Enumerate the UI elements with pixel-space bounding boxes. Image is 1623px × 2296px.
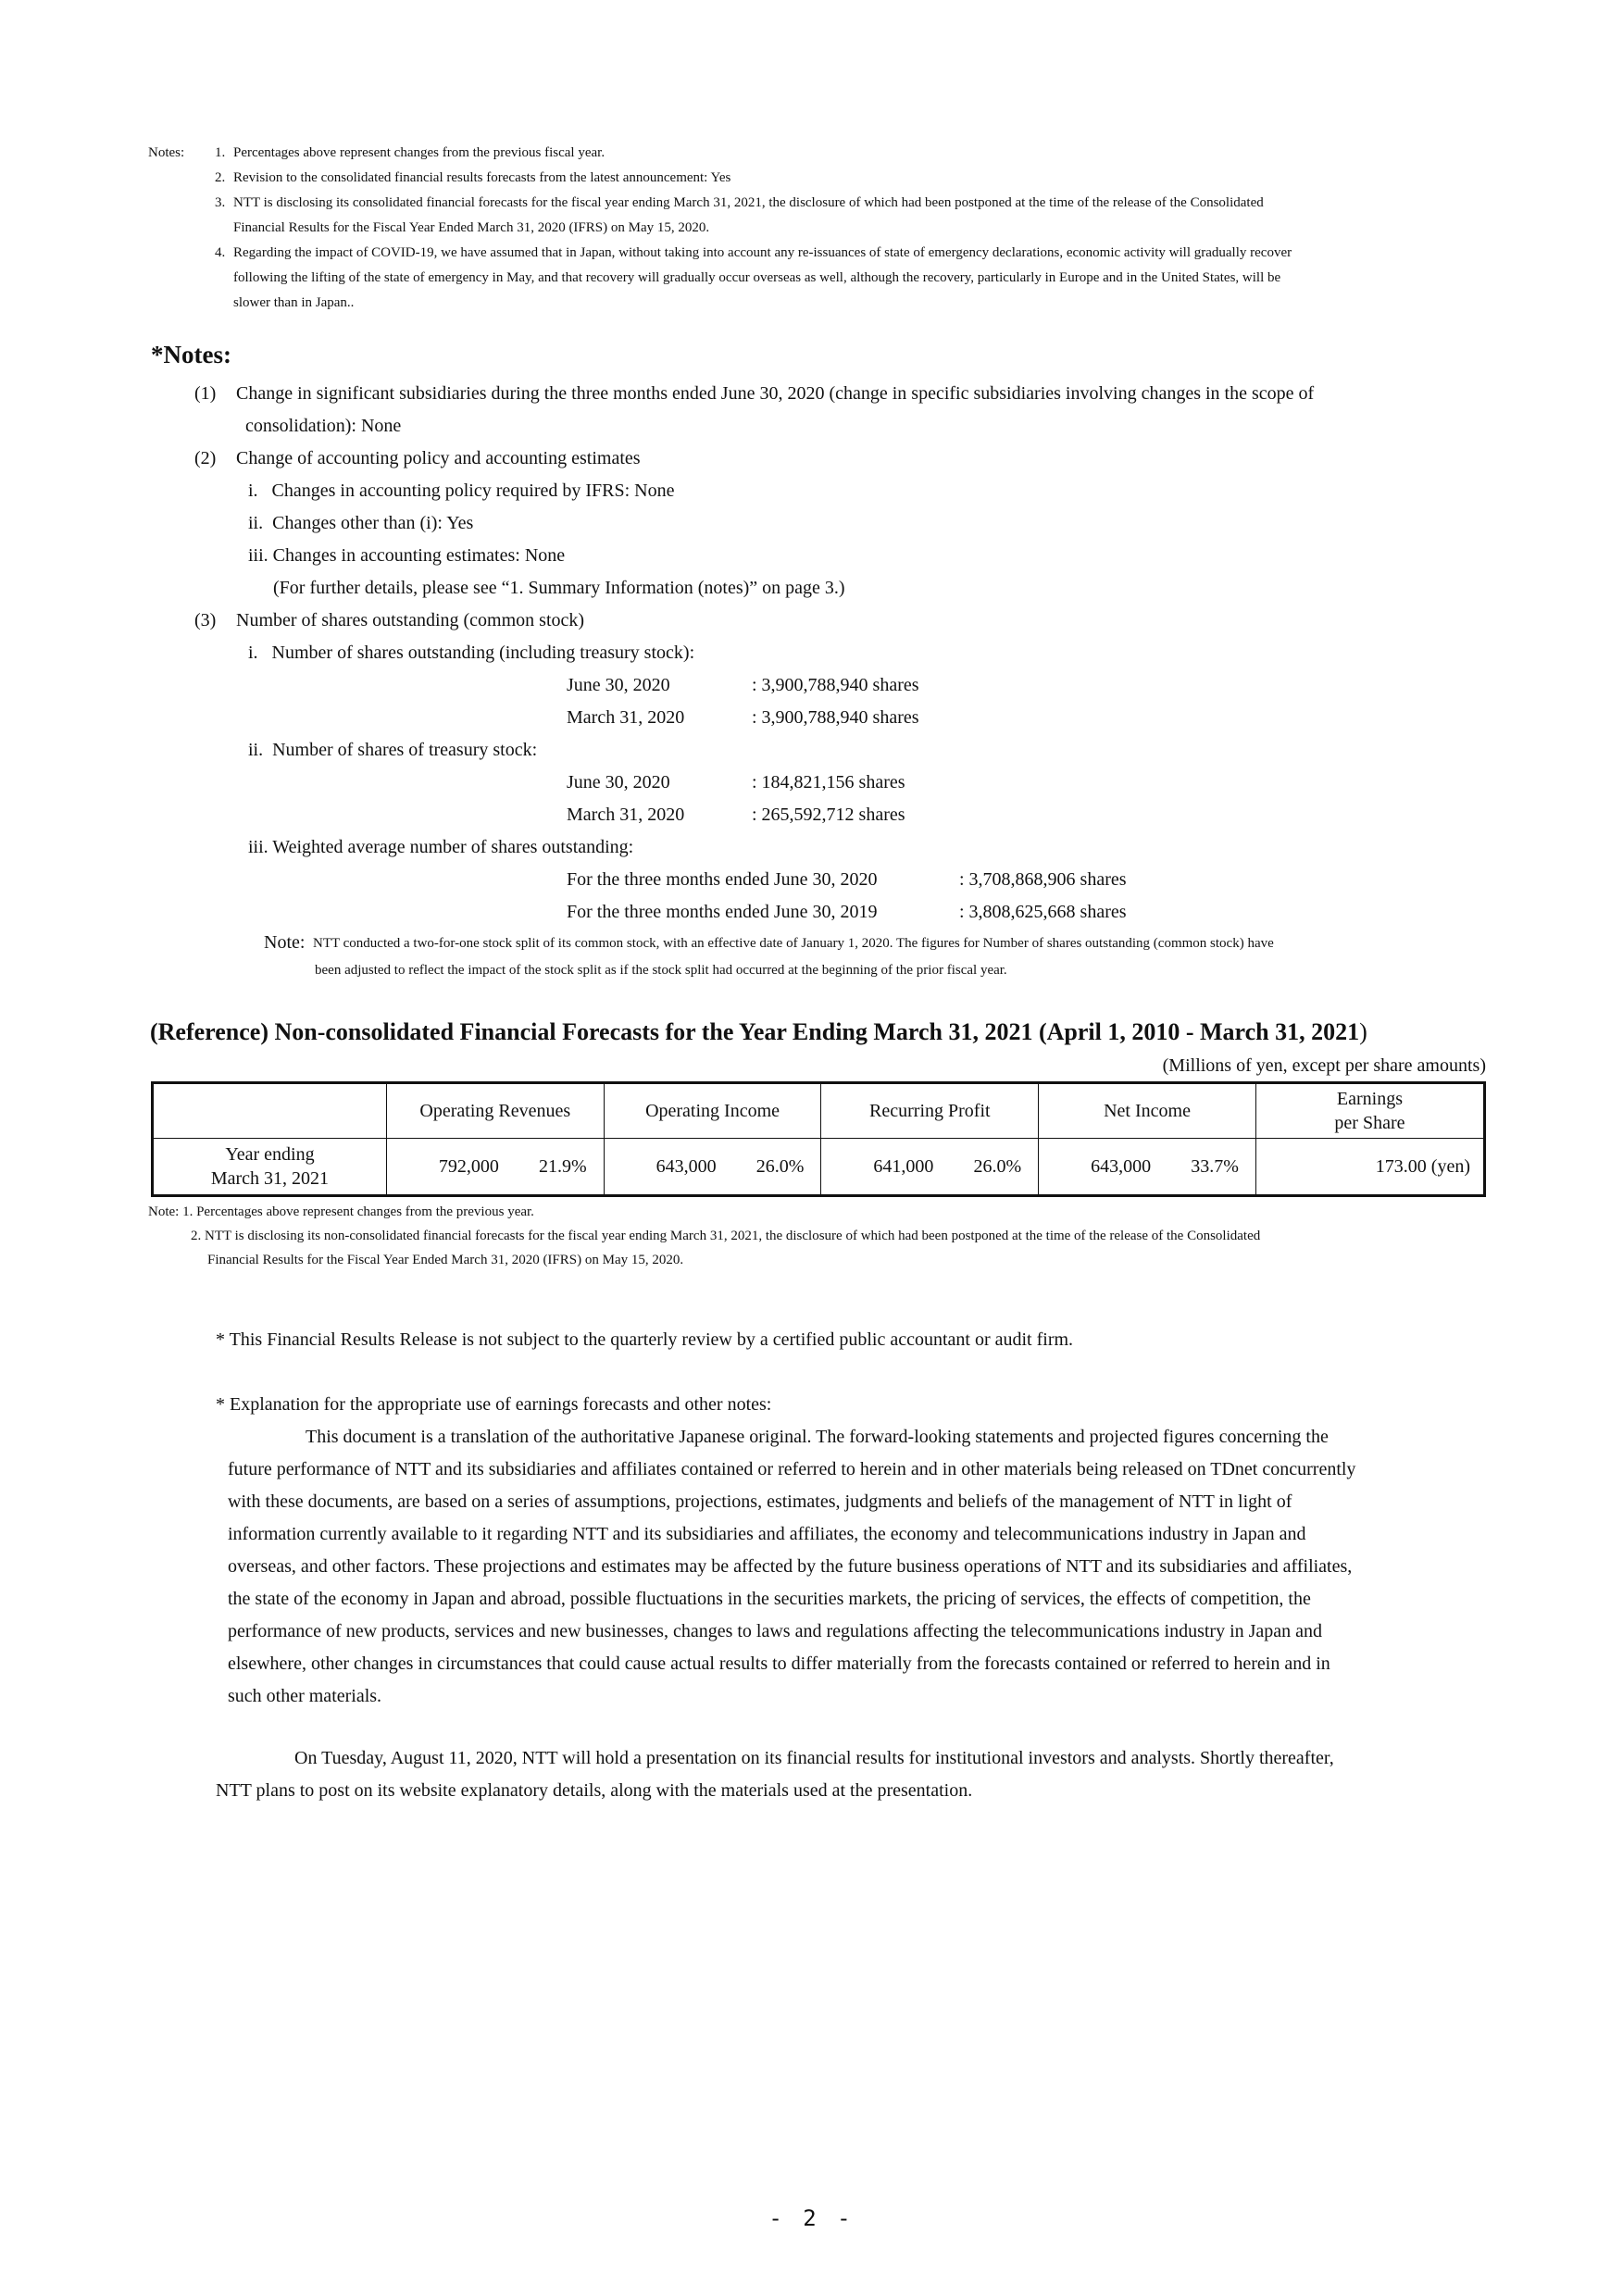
note-number: 2.	[215, 170, 226, 185]
forecast-data-row	[153, 1139, 1485, 1196]
net-income-cell	[1039, 1139, 1256, 1196]
notes-title: *Notes:	[151, 341, 231, 368]
explanation-line: overseas, and other factors. These projections and estimates may be affected by the future business operations of NTT and its subsidiaries and affiliates,	[228, 1556, 1353, 1577]
page-number: - 2 -	[768, 2205, 855, 2231]
amount: 643,000	[655, 1155, 717, 1177]
top-note-item	[215, 191, 1491, 216]
explanation-heading: * Explanation for the appropriate use of earnings forecasts and other notes:	[216, 1394, 772, 1415]
notes-subitem: ii. Changes other than (i): Yes	[248, 513, 474, 533]
operating-income-cell	[604, 1139, 821, 1196]
notes-subitem: iii. Weighted average number of shares outstanding:	[248, 837, 634, 857]
reference-title-tail: )	[1359, 1018, 1367, 1045]
notes-item-text: consolidation): None	[245, 416, 402, 436]
percent-change: 26.0%	[973, 1155, 1022, 1177]
top-note-continuation	[215, 266, 1491, 291]
header-operating-income: Operating Income	[604, 1083, 821, 1139]
amount: 643,000	[1091, 1155, 1152, 1177]
notes-item-heading: Change of accounting policy and accounting estimates	[236, 448, 641, 468]
notes-item-number: (3)	[194, 610, 217, 630]
note-text: Percentages above represent changes from the previous fiscal year.	[233, 145, 606, 160]
explanation-line: such other materials.	[228, 1686, 382, 1706]
top-note-item	[215, 166, 1491, 191]
note-text: Revision to the consolidated financial results forecasts from the latest announcement: Yes	[233, 170, 731, 185]
notes-subitem: i. Number of shares outstanding (including treasury stock):	[248, 643, 695, 663]
recurring-profit-cell	[821, 1139, 1039, 1196]
explanation-line: the state of the economy in Japan and abroad, possible fluctuations in the securities markets, the pricing of services, the effects of competition, the	[228, 1589, 1311, 1609]
notes-item-number: (1)	[194, 383, 217, 404]
note-text: Regarding the impact of COVID-19, we have assumed that in Japan, without taking into account any re-issuances of state of emergency declarations, economic activity will gradually recover	[233, 245, 1292, 260]
note-text: Financial Results for the Fiscal Year Ended March 31, 2020 (IFRS) on May 15, 2020.	[233, 220, 710, 235]
notes-subitem: ii. Number of shares of treasury stock:	[248, 740, 538, 760]
shares-value: : 3,900,788,940 shares	[752, 707, 919, 728]
explanation-line: with these documents, are based on a series of assumptions, projections, estimates, judgments and beliefs of the management of NTT in light of	[228, 1491, 1292, 1512]
notes-subitem: iii. Changes in accounting estimates: None	[248, 545, 566, 566]
amount: 641,000	[873, 1155, 934, 1177]
percent-change: 26.0%	[755, 1155, 805, 1177]
forecast-header-row	[153, 1083, 1485, 1139]
header-eps	[1255, 1083, 1484, 1139]
unit-label: (Millions of yen, except per share amounts)	[1162, 1055, 1486, 1076]
explanation-line: future performance of NTT and its subsidiaries and affiliates contained or referred to herein and in other materials being released on TDnet concurrently	[228, 1459, 1356, 1479]
stock-split-note: NTT conducted a two-for-one stock split of its common stock, with an effective date of January 1, 2020. The figures for Number of shares outstanding (common stock) have	[313, 936, 1274, 951]
row-label-line2: March 31, 2021	[210, 1168, 330, 1189]
amount: 792,000	[438, 1155, 499, 1177]
header-recurring-profit: Recurring Profit	[821, 1083, 1039, 1139]
row-label-line1: Year ending	[225, 1144, 315, 1165]
notes-reference: (For further details, please see “1. Summary Information (notes)” on page 3.)	[273, 578, 845, 598]
stock-split-note-label: Note:	[264, 932, 306, 953]
note-text: NTT is disclosing its consolidated financial forecasts for the fiscal year ending March 31, 2021, the disclosure of which had been postponed at the time of the release of the Consolidated	[233, 195, 1264, 210]
explanation-line: information currently available to it regarding NTT and its subsidiaries and affiliates, the economy and telecommunications industry in Japan and	[228, 1524, 1306, 1544]
note-number: 3.	[215, 195, 226, 210]
shares-date-label: June 30, 2020	[567, 675, 670, 695]
shares-value: : 184,821,156 shares	[752, 772, 905, 792]
notes-item-number: (2)	[194, 448, 217, 468]
forecast-table	[151, 1081, 1486, 1197]
percent-change: 33.7%	[1191, 1155, 1239, 1177]
header-operating-revenues: Operating Revenues	[386, 1083, 604, 1139]
notes-item-heading: Number of shares outstanding (common stock)	[236, 610, 585, 630]
shares-date-label: March 31, 2020	[567, 707, 685, 728]
reference-notes	[148, 1200, 1491, 1272]
eps-value: 173.00 (yen)	[1375, 1155, 1470, 1177]
note-text: following the lifting of the state of emergency in May, and that recovery will gradually occur overseas as well, although the recovery, particularly in Europe and in the United States, will be	[233, 270, 1281, 285]
reference-note: 2. NTT is disclosing its non-consolidated financial forecasts for the fiscal year ending March 31, 2021, the disclosure of which had been postponed at the time of the release of the Consolidated	[191, 1229, 1261, 1243]
shares-date-label: March 31, 2020	[567, 805, 685, 825]
shares-date-label: June 30, 2020	[567, 772, 670, 792]
explanation-line: elsewhere, other changes in circumstances that could cause actual results to differ materially from the forecasts contained or referred to herein and in	[228, 1653, 1330, 1674]
note-number: 1.	[215, 145, 226, 160]
top-notes	[148, 141, 1491, 316]
shares-period-label: For the three months ended June 30, 2019	[567, 902, 878, 922]
notes-subitem: i. Changes in accounting policy required by IFRS: None	[248, 480, 675, 501]
disclaimer: * This Financial Results Release is not subject to the quarterly review by a certified public accountant or audit firm.	[216, 1329, 1074, 1350]
shares-value: : 3,808,625,668 shares	[959, 902, 1127, 922]
shares-value: : 3,900,788,940 shares	[752, 675, 919, 695]
row-label	[153, 1139, 387, 1196]
operating-revenues-cell	[386, 1139, 604, 1196]
explanation-line: performance of new products, services and new businesses, changes to laws and regulations affecting the telecommunications industry in Japan and	[228, 1621, 1323, 1641]
top-note-item	[215, 241, 1491, 266]
top-notes-label: Notes:	[148, 145, 185, 160]
eps-cell	[1255, 1139, 1484, 1196]
shares-period-label: For the three months ended June 30, 2020	[567, 869, 878, 890]
stock-split-note: been adjusted to reflect the impact of the stock split as if the stock split had occurred at the beginning of the prior fiscal year.	[315, 963, 1007, 978]
percent-change: 21.9%	[539, 1155, 587, 1177]
reference-note: Financial Results for the Fiscal Year Ended March 31, 2020 (IFRS) on May 15, 2020.	[207, 1253, 684, 1267]
reference-note: Note: 1. Percentages above represent changes from the previous year.	[148, 1204, 534, 1219]
header-net-income: Net Income	[1039, 1083, 1256, 1139]
note-number: 4.	[215, 245, 226, 260]
notes-item-text: Change in significant subsidiaries during the three months ended June 30, 2020 (change in specific subsidiaries involving changes in the scope of	[236, 383, 1315, 404]
note-text: slower than in Japan..	[233, 295, 355, 310]
top-note-item	[215, 141, 1491, 166]
presentation-line: On Tuesday, August 11, 2020, NTT will hold a presentation on its financial results for institutional investors and analysts. Shortly thereafter,	[294, 1748, 1334, 1768]
header-empty-cell	[153, 1083, 387, 1139]
reference-title-text: (Reference) Non-consolidated Financial Forecasts for the Year Ending March 31, 2021 (April 1, 2010 - March 31, 2021	[150, 1018, 1360, 1045]
top-note-continuation	[215, 291, 1491, 316]
header-eps-line1: Earnings	[1336, 1089, 1403, 1109]
shares-value: : 3,708,868,906 shares	[959, 869, 1127, 890]
reference-title	[150, 1018, 1367, 1046]
presentation-line: NTT plans to post on its website explanatory details, along with the materials used at the presentation.	[216, 1780, 973, 1801]
top-note-continuation	[215, 216, 1491, 241]
explanation-line: This document is a translation of the authoritative Japanese original. The forward-looking statements and projected figures concerning the	[306, 1427, 1329, 1447]
header-eps-line2: per Share	[1334, 1113, 1405, 1133]
shares-value: : 265,592,712 shares	[752, 805, 905, 825]
